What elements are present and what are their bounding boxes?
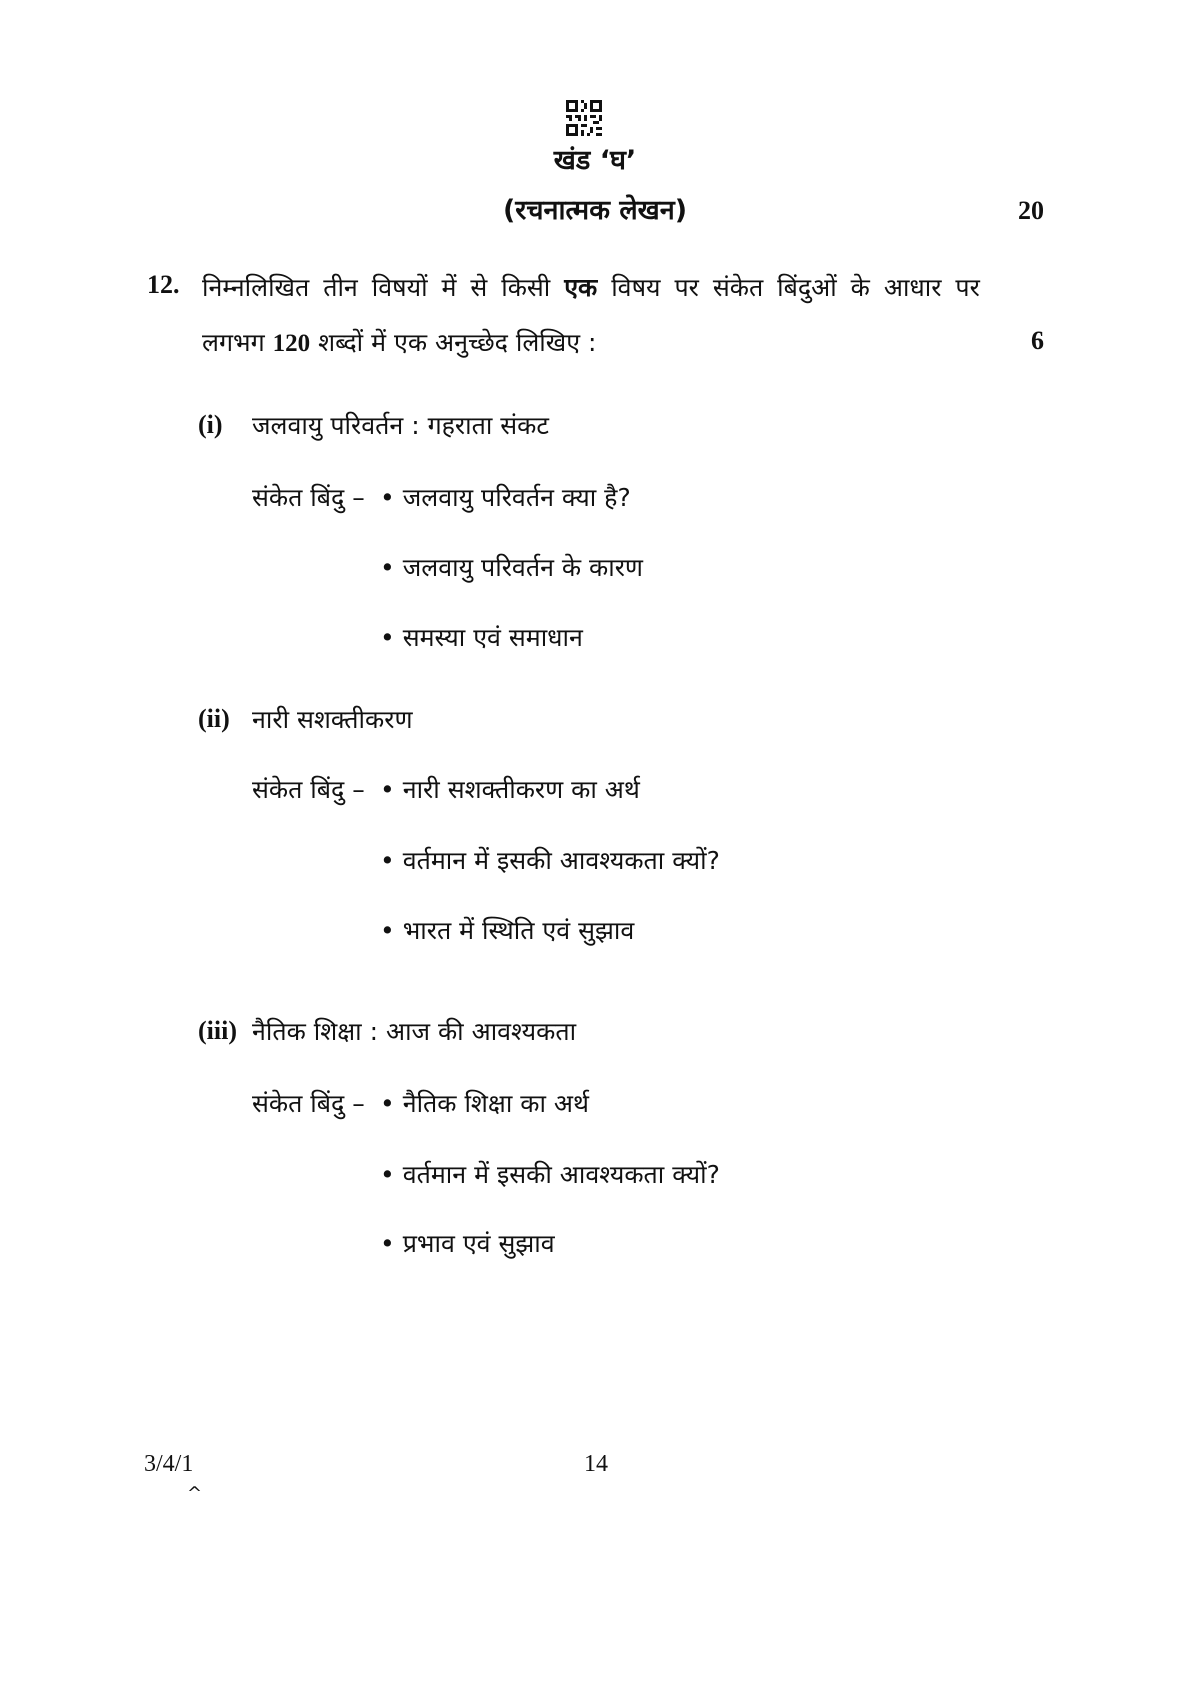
topic-numeral-3: (iii) [198, 1016, 237, 1045]
hint-point: • नैतिक शिक्षा का अर्थ [380, 1089, 589, 1118]
topic-title-3: नैतिक शिक्षा : आज की आवश्यकता [252, 1017, 577, 1046]
hint-point: • वर्तमान में इसकी आवश्यकता क्यों? [380, 1160, 720, 1189]
question-marks: 6 [1031, 326, 1044, 355]
hint-point: • प्रभाव एवं सुझाव [380, 1229, 555, 1258]
page-number: 14 [584, 1451, 608, 1477]
question-emphasis: एक [564, 273, 598, 302]
hint-point: • नारी सशक्तीकरण का अर्थ [380, 775, 640, 804]
topic-title-2: नारी सशक्तीकरण [252, 705, 413, 734]
question-number: 12. [147, 270, 180, 299]
question-text-part: लगभग [202, 328, 273, 357]
qr-code-icon [566, 100, 602, 136]
question-text-part: निम्नलिखित तीन विषयों में से किसी [202, 273, 565, 302]
question-text-part: विषय पर संकेत बिंदुओं के आधार पर [597, 273, 980, 302]
word-count: 120 [272, 330, 311, 357]
hint-label-3: संकेत बिंदु – [252, 1089, 365, 1118]
hint-point: • वर्तमान में इसकी आवश्यकता क्यों? [380, 846, 720, 875]
question-text-line1 [202, 270, 980, 304]
hint-point: • जलवायु परिवर्तन क्या है? [380, 483, 631, 512]
question-text-part: शब्दों में एक अनुच्छेद लिखिए : [310, 328, 597, 357]
paper-code: 3/4/1 [144, 1451, 194, 1477]
question-text-line2 [202, 325, 596, 359]
hint-point: • भारत में स्थिति एवं सुझाव [380, 916, 635, 945]
section-marks: 20 [1018, 196, 1044, 225]
section-title: खंड ‘घ’ [553, 145, 637, 176]
topic-title-1: जलवायु परिवर्तन : गहराता संकट [252, 411, 549, 440]
hint-label-1: संकेत बिंदु – [252, 483, 365, 512]
section-subtitle: (रचनात्मक लेखन) [502, 195, 688, 226]
hint-point: • जलवायु परिवर्तन के कारण [380, 553, 644, 582]
caret-mark: ^ [187, 1483, 203, 1504]
topic-numeral-1: (i) [198, 410, 223, 439]
hint-point: • समस्या एवं समाधान [380, 623, 583, 652]
hint-label-2: संकेत बिंदु – [252, 775, 365, 804]
topic-numeral-2: (ii) [198, 704, 230, 733]
